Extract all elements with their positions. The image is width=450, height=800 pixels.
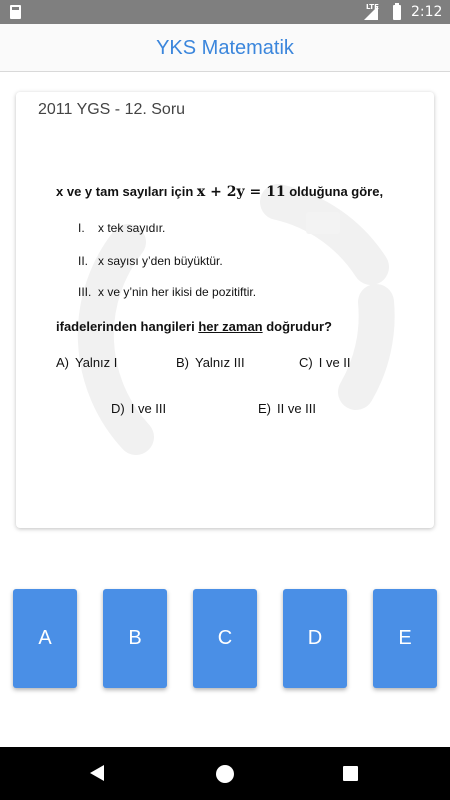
home-icon[interactable] — [216, 765, 234, 783]
statement-text: x sayısı y’den büyüktür. — [98, 254, 223, 268]
status-time: 2:12 — [411, 4, 443, 20]
navigation-bar — [0, 747, 450, 800]
question-card — [16, 92, 434, 528]
statement-numeral: I. — [78, 221, 85, 235]
network-type-label: LTE — [366, 3, 379, 11]
recents-icon[interactable] — [343, 766, 358, 781]
option-d — [111, 401, 166, 416]
question-title: 2011 YGS - 12. Soru — [38, 101, 186, 118]
prompt-emphasis: her zaman — [198, 319, 263, 334]
option-text: I ve III — [130, 401, 167, 416]
option-a — [56, 355, 117, 370]
stem-expression: x + 2y = 11 — [196, 184, 286, 200]
answer-button-e[interactable]: E — [373, 589, 437, 688]
statement-text: x tek sayıdır. — [98, 221, 166, 235]
stem-text-before: x ve y tam sayıları için — [56, 184, 197, 199]
app-title: YKS Matematik — [156, 37, 294, 59]
answer-button-c[interactable]: C — [193, 589, 257, 688]
watermark-logo — [16, 92, 434, 528]
option-text: Yalnız I — [75, 355, 118, 370]
question-prompt — [56, 319, 332, 334]
app-bar — [0, 24, 450, 72]
answer-button-a[interactable]: A — [13, 589, 77, 688]
option-letter: E) — [258, 401, 271, 416]
statement-text: x ve y’nin her ikisi de pozitiftir. — [98, 285, 257, 299]
statement-1 — [78, 221, 165, 235]
option-letter: C) — [299, 355, 313, 370]
statement-numeral: III. — [78, 285, 92, 299]
statement-3 — [78, 285, 256, 299]
option-letter: A) — [56, 355, 69, 370]
statement-numeral: II. — [78, 254, 89, 268]
option-text: I ve II — [318, 355, 351, 370]
option-text: Yalnız III — [195, 355, 245, 370]
question-stem — [56, 184, 383, 200]
option-e — [258, 401, 316, 416]
option-b — [176, 355, 245, 370]
prompt-text-after: doğrudur? — [262, 319, 332, 334]
answer-button-b[interactable]: B — [103, 589, 167, 688]
back-icon[interactable] — [90, 765, 104, 781]
status-bar — [0, 0, 450, 24]
battery-icon — [393, 5, 401, 20]
prompt-text-before: ifadelerinden hangileri — [56, 319, 199, 334]
statement-2 — [78, 254, 223, 268]
option-letter: D) — [111, 401, 125, 416]
option-letter: B) — [176, 355, 189, 370]
sd-card-icon — [10, 5, 21, 19]
option-c — [299, 355, 351, 370]
answer-button-d[interactable]: D — [283, 589, 347, 688]
option-text: II ve III — [277, 401, 317, 416]
stem-text-after: olduğuna göre, — [285, 184, 384, 199]
